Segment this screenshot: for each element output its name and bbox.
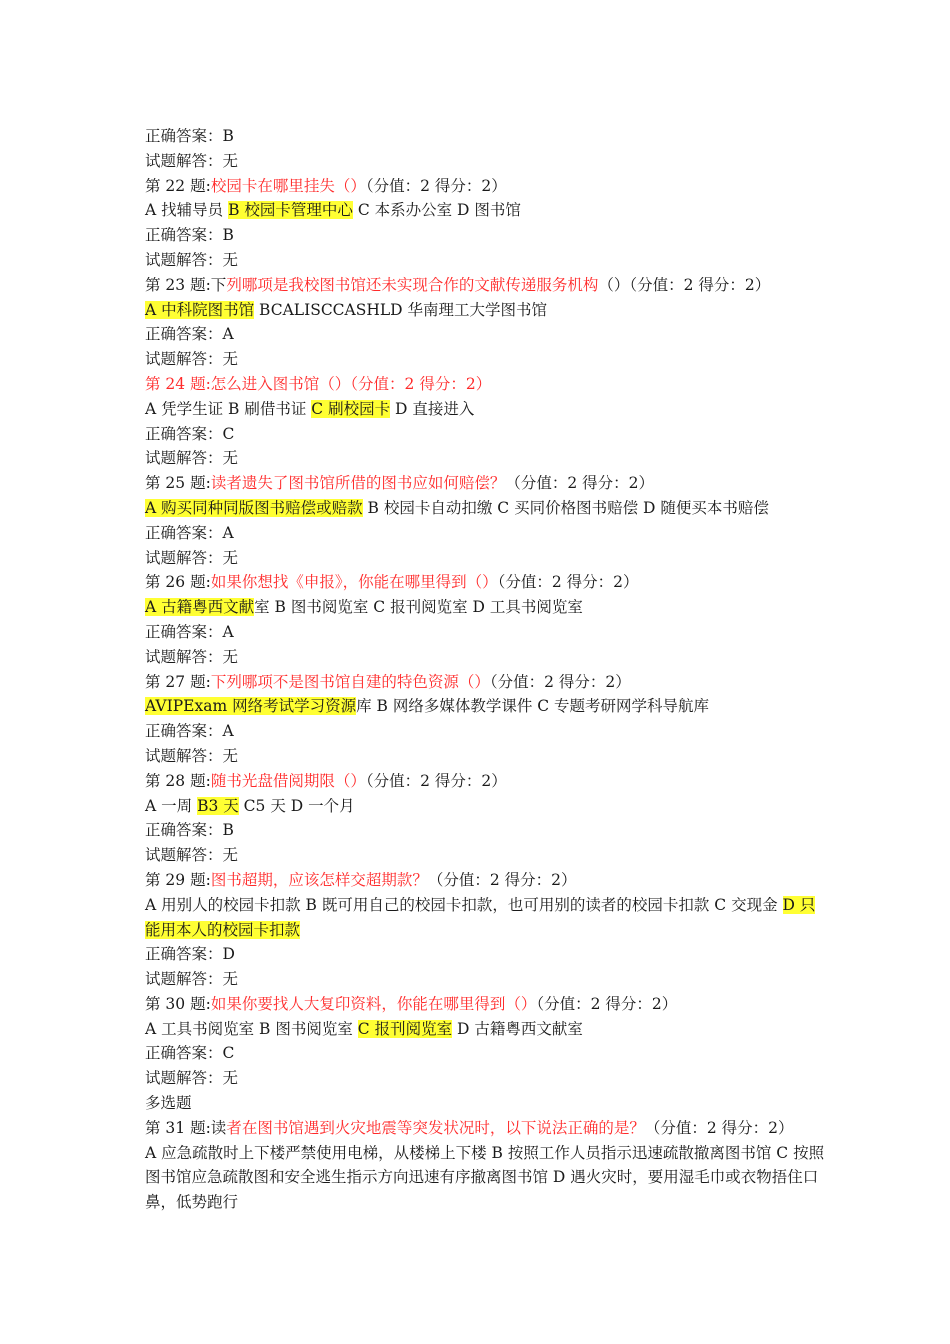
highlighted-answer: D 只能用本人的校园卡扣款 (145, 895, 816, 939)
question-prefix: 第 25 题: (145, 474, 211, 493)
question-score: （分值：2 得分：2） (365, 771, 507, 790)
question-title (145, 992, 825, 1017)
explanation-line: 试题解答：无 (145, 449, 239, 468)
question-options (145, 694, 825, 719)
question-prefix: 第 27 题: (145, 672, 211, 691)
explanation-line: 试题解答：无 (145, 647, 239, 666)
question-options (145, 198, 825, 223)
question-text: 读者遗失了图书馆所借的图书应如何赔偿？ (210, 474, 506, 493)
options-text: A 找辅导员 (145, 201, 229, 220)
section-heading: 多选题 (145, 1094, 192, 1113)
question-prefix: 第 29 题: (145, 870, 211, 889)
question-options: A 应急疏散时上下楼严禁使用电梯，从楼梯上下楼 B 按照工作人员指示迅速疏散撤离图书馆 C 按照图书馆应急疏散图和安全逃生指示方向迅速有序撤离图书馆 D 遇火灾时，要用湿毛巾或衣物捂住口鼻，低势跑行 (145, 1143, 825, 1212)
explanation-line: 试题解答：无 (145, 151, 239, 170)
question-options (145, 298, 825, 323)
question-score: （）（分值：2 得分：2） (598, 275, 771, 294)
options-text: BCALISCCASHLD 华南理工大学图书馆 (254, 300, 548, 319)
question-title (145, 372, 825, 397)
question-text: 随书光盘借阅期限（） (210, 771, 366, 790)
explanation-line: 试题解答：无 (145, 548, 239, 567)
question-text: 列哪项是我校图书馆还未实现合作的文献传递服务机构 (226, 275, 599, 294)
question-score: （分值：2 得分：2） (365, 176, 507, 195)
answer-line: 正确答案：A (145, 523, 234, 542)
question-options (145, 1017, 825, 1042)
question-options (145, 397, 825, 422)
options-text: B 校园卡自动扣缴 C 买同价格图书赔偿 D 随便买本书赔偿 (362, 498, 769, 517)
question-score: （分值：2 得分：2） (644, 1118, 794, 1137)
answer-line: 正确答案：B (145, 226, 234, 245)
question-text: 图书超期，应该怎样交超期款？ (210, 870, 428, 889)
answer-line: 正确答案：B (145, 127, 234, 145)
question-title (145, 471, 825, 496)
answer-line: 正确答案：C (145, 424, 235, 443)
options-text: D 直接进入 (390, 399, 475, 418)
answer-line: 正确答案：B (145, 821, 234, 840)
options-text: A 工具书阅览室 B 图书阅览室 (145, 1019, 358, 1038)
question-text: 如果你想找《申报》，你能在哪里得到（） (210, 573, 498, 592)
highlighted-answer: A 中科院图书馆 (145, 300, 255, 319)
question-options (145, 595, 825, 620)
question-prefix: 第 22 题: (145, 176, 211, 195)
question-title (145, 1116, 825, 1141)
question-score: （分值：2 得分：2） (505, 474, 654, 493)
question-score: （分值：2 得分：2） (497, 573, 639, 592)
question-options (145, 893, 825, 943)
options-text: A 一周 (145, 796, 198, 815)
question-text: 第 24 题:怎么进入图书馆（）（分值：2 得分：2） (145, 374, 492, 393)
question-text: 校园卡在哪里挂失（） (210, 176, 366, 195)
answer-line: 正确答案：A (145, 722, 234, 741)
question-prefix: 第 31 题:读 (145, 1118, 227, 1137)
question-title (145, 570, 825, 595)
highlighted-answer: A 古籍粤西文献 (145, 598, 255, 617)
explanation-line: 试题解答：无 (145, 970, 239, 989)
question-score: （分值：2 得分：2） (489, 672, 631, 691)
answer-line: 正确答案：A (145, 622, 234, 641)
document-page (145, 124, 825, 1215)
options-text: C 本系办公室 D 图书馆 (352, 201, 521, 220)
highlighted-answer: C 刷校园卡 (311, 399, 391, 418)
explanation-line: 试题解答：无 (145, 1069, 239, 1088)
highlighted-answer: C 报刊阅览室 (357, 1019, 453, 1038)
question-prefix: 第 30 题: (145, 994, 211, 1013)
answer-line: 正确答案：C (145, 1044, 235, 1063)
explanation-line: 试题解答：无 (145, 350, 239, 369)
question-prefix: 第 28 题: (145, 771, 211, 790)
question-text: 下列哪项不是图书馆自建的特色资源（） (210, 672, 490, 691)
explanation-line: 试题解答：无 (145, 746, 239, 765)
options-text: 室 B 图书阅览室 C 报刊阅览室 D 工具书阅览室 (254, 598, 583, 617)
question-prefix: 第 23 题:下 (145, 275, 227, 294)
highlighted-answer: AVIPExam 网络考试学习资源 (145, 697, 357, 716)
question-title (145, 769, 825, 794)
question-title (145, 868, 825, 893)
options-text: C5 天 D 一个月 (238, 796, 355, 815)
highlighted-answer: A 购买同种同版图书赔偿或赔款 (145, 498, 363, 517)
question-prefix: 第 26 题: (145, 573, 211, 592)
highlighted-answer: B3 天 (197, 796, 239, 815)
answer-line: 正确答案：A (145, 325, 234, 344)
options-text: A 凭学生证 B 刷借书证 (145, 399, 312, 418)
options-text: D 古籍粤西文献室 (452, 1019, 583, 1038)
question-title (145, 174, 825, 199)
question-text: 者在图书馆遇到火灾地震等突发状况时，以下说法正确的是？ (226, 1118, 645, 1137)
options-text: A 用别人的校园卡扣款 B 既可用自己的校园卡扣款，也可用别的读者的校园卡扣款 C 交现金 (145, 895, 783, 914)
highlighted-answer: B 校园卡管理中心 (228, 201, 353, 220)
options-text: 库 B 网络多媒体教学课件 C 专题考研网学科导航库 (356, 697, 710, 716)
question-text: 如果你要找人大复印资料，你能在哪里得到（） (210, 994, 537, 1013)
question-title (145, 273, 825, 298)
question-options (145, 794, 825, 819)
explanation-line: 试题解答：无 (145, 846, 239, 865)
question-title (145, 670, 825, 695)
question-options (145, 496, 825, 521)
question-score: （分值：2 得分：2） (427, 870, 577, 889)
explanation-line: 试题解答：无 (145, 250, 239, 269)
answer-line: 正确答案：D (145, 945, 235, 964)
question-score: （分值：2 得分：2） (536, 994, 678, 1013)
